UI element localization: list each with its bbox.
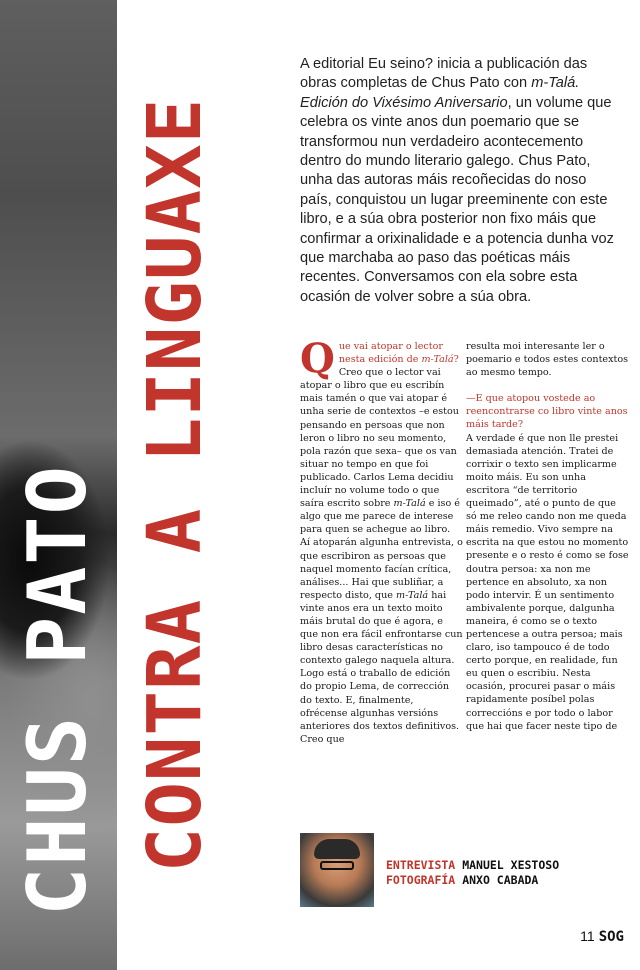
credit-photo: FOTOGRAFÍA ANXO CABADA (386, 873, 539, 887)
interviewee-portrait (300, 833, 374, 907)
credits-block (386, 858, 559, 888)
drop-cap: Q (300, 335, 335, 382)
interview-column-2 (466, 340, 629, 733)
answer-1: Creo que o lector vai atopar o libro que eu escribín mais tamén o que vai atopar é unha serie de contextos –e estou pensando en persoas que non leron o libro no seu momento, pola razón que sexa– que os van situar no tempo en que foi publicado. Carlos Lema decidiu incluír no volume todo o que saíra escrito sobre m-Talá e iso é algo que me parece de interese para quen se achegue ao libro. Aí atoparán algunha entrevista, o que escribiron as persoas que naquel momento facían crítica, análises... Hai que subliñar, a respecto disto, que m-Talá hai vinte anos era un texto moito máis brutal do que é agora, e que non era fácil enfrontarse cun libro desas características no contexto galego naquela altura. Logo está o traballo de edición do propio Lema, de corrección do texto. E, finalmente, ofrécense algunhas versións anteriores dos textos definitivos. Creo que (300, 367, 463, 745)
page-footer (580, 928, 624, 945)
intro-text-1: A editorial Eu seino? inicia a publicación das obras completas de Chus Pato con (300, 56, 588, 92)
magazine-logo: SOG (598, 929, 624, 945)
question-2: —E que atopou vostede ao reencontrarse co libro vinte anos máis tarde? (466, 393, 628, 431)
article-headline-vertical: CONTRA A LINGUAXE (132, 97, 218, 873)
answer-2: A verdade é que non lle prestei demasiada atención. Tratei de corrixir o texto sen implicarme moito máis. Eu son unha escritora “de territorio queimado”, até o punto de que só me releo cando non me queda máis remedio. Vivo sempre na escrita na que estou no momento presente e o resto é como se fose doutra persoa: xa non me pertence en absoluto, xa non podo intervir. É un sentimento ambivalente porque, dalgunha maneira, é como se o texto pertencese a outra persoa; mais claro, iso tampouco é de todo certo porque, en realidade, fun eu quen o escribiu. Nesta ocasión, procurei pasar o máis rapidamente posíbel polas correccións e por todo o labor que hai que facer neste tipo de (466, 432, 629, 732)
interview-column-1 (300, 335, 463, 746)
page-number: 11 (580, 928, 595, 944)
question-1: Que vai atopar o lector nesta edición de m-Talá? (300, 335, 459, 382)
credit-interview: ENTREVISTA MANUEL XESTOSO (386, 858, 560, 872)
answer-1-continued: resulta moi interesante ler o poemario e todos estes contextos ao mesmo tempo. (466, 341, 629, 379)
intro-text-2: , un volume que celebra os vinte anos dun poemario que se transformou nun verdadeiro acontecemento dentro do mundo literario galego. Chus Pato, unha das autoras máis recoñecidas do noso país, conquistou un lugar preeminente con este libro, e a súa obra posterior non fixo máis que confirmar a orixinalidade e a potencia dunha voz que marchaba ao paso das poéticas máis recentes. Conversamos con ela sobre esta ocasión de volver sobre a súa obra. (300, 94, 614, 305)
cover-photo-strip (0, 0, 117, 970)
intro-paragraph (300, 55, 622, 307)
intro-book-title: m-Talá. Edición do Vixésimo Aniversario (300, 75, 580, 111)
author-name-vertical-title: CHUS PATO (11, 464, 104, 916)
